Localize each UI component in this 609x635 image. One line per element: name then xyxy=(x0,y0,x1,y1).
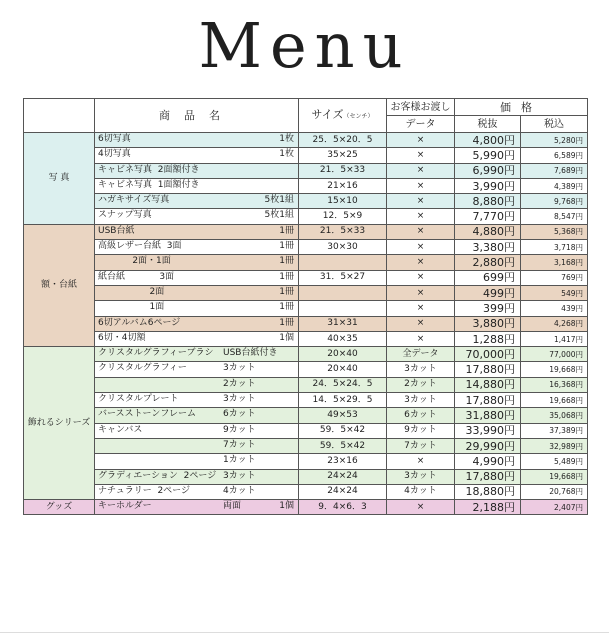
price-excl-cell: 3,990円 xyxy=(455,178,521,193)
size-cell: 12．5×9 xyxy=(299,209,387,224)
table-row xyxy=(24,423,588,438)
product-variant: 3カット xyxy=(223,394,256,405)
table-row xyxy=(24,393,588,408)
product-quantity: 1枚 xyxy=(279,134,294,144)
table-row xyxy=(24,285,588,300)
product-name: 6切写真 xyxy=(98,134,131,144)
table-row xyxy=(24,377,588,392)
menu-table-wrapper xyxy=(23,98,587,515)
price-incl-cell: 19,668円 xyxy=(521,469,588,484)
size-cell: 24．5×24．5 xyxy=(299,377,387,392)
price-incl-cell: 32,989円 xyxy=(521,438,588,453)
handover-data-cell: × xyxy=(387,331,455,346)
header-size-label: サイズ xyxy=(311,108,344,121)
size-cell: 31×31 xyxy=(299,316,387,331)
product-name: キャビネ写真 1面額付き xyxy=(98,179,200,190)
handover-data-cell: × xyxy=(387,163,455,178)
product-name-cell xyxy=(95,133,299,148)
product-name: 紙台紙 3面 xyxy=(98,271,175,282)
table-row xyxy=(24,438,588,453)
price-excl-cell: 6,990円 xyxy=(455,163,521,178)
product-name-cell xyxy=(95,163,299,178)
product-name: USB台紙 xyxy=(98,225,135,236)
table-row xyxy=(24,316,588,331)
size-cell xyxy=(299,255,387,270)
product-name-cell xyxy=(95,240,299,255)
table-row xyxy=(24,301,588,316)
handover-data-cell: 全データ xyxy=(387,347,455,362)
handover-data-cell: × xyxy=(387,454,455,469)
product-name-cell xyxy=(95,500,299,515)
price-incl-cell: 8,547円 xyxy=(521,209,588,224)
price-incl-cell: 439円 xyxy=(521,301,588,316)
page-bottom-divider xyxy=(0,632,609,633)
product-quantity: 1個 xyxy=(279,332,294,343)
header-row-1 xyxy=(24,99,588,116)
table-row xyxy=(24,148,588,163)
table-row xyxy=(24,224,588,239)
table-row xyxy=(24,178,588,193)
size-cell: 21．5×33 xyxy=(299,163,387,178)
product-name: スナップ写真 xyxy=(98,210,152,221)
table-row xyxy=(24,362,588,377)
product-name: ハガキサイズ写真 xyxy=(98,195,170,206)
product-quantity: 1冊 xyxy=(279,241,294,252)
price-excl-cell: 399円 xyxy=(455,301,521,316)
product-name: キャンバス xyxy=(98,424,143,435)
product-name-cell xyxy=(95,301,299,316)
product-name: 2面・1面 xyxy=(98,256,171,267)
price-incl-cell: 3,718円 xyxy=(521,240,588,255)
table-row xyxy=(24,194,588,209)
handover-data-cell: × xyxy=(387,133,455,148)
handover-data-cell: × xyxy=(387,209,455,224)
product-name-cell xyxy=(95,194,299,209)
handover-data-cell: × xyxy=(387,178,455,193)
price-incl-cell: 769円 xyxy=(521,270,588,285)
handover-data-cell: 3カット xyxy=(387,393,455,408)
price-excl-cell: 2,880円 xyxy=(455,255,521,270)
handover-data-cell: × xyxy=(387,255,455,270)
header-tax-excluded: 税抜 xyxy=(455,116,521,133)
handover-data-cell: × xyxy=(387,500,455,515)
handover-data-cell: × xyxy=(387,194,455,209)
price-excl-cell: 3,880円 xyxy=(455,316,521,331)
size-cell: 15×10 xyxy=(299,194,387,209)
product-name-cell xyxy=(95,347,299,362)
product-variant: 6カット xyxy=(223,409,256,420)
product-quantity: 1冊 xyxy=(279,286,294,297)
price-incl-cell: 2,407円 xyxy=(521,500,588,515)
price-excl-cell: 29,990円 xyxy=(455,438,521,453)
size-cell: 35×25 xyxy=(299,148,387,163)
handover-data-cell: × xyxy=(387,224,455,239)
price-incl-cell: 4,389円 xyxy=(521,178,588,193)
price-excl-cell: 17,880円 xyxy=(455,362,521,377)
product-quantity: 1冊 xyxy=(279,225,294,236)
product-variant: 7カット xyxy=(223,439,256,450)
product-variant: 3カット xyxy=(223,363,256,374)
product-variant: 1カット xyxy=(223,455,256,466)
size-cell: 20×40 xyxy=(299,362,387,377)
handover-data-cell: 2カット xyxy=(387,377,455,392)
price-incl-cell: 37,389円 xyxy=(521,423,588,438)
price-excl-cell: 33,990円 xyxy=(455,423,521,438)
table-row xyxy=(24,133,588,148)
price-excl-cell: 499円 xyxy=(455,285,521,300)
header-price: 価格 xyxy=(455,99,588,116)
size-cell: 59．5×42 xyxy=(299,438,387,453)
table-row xyxy=(24,270,588,285)
product-name: 6切アルバム6ページ xyxy=(98,317,181,328)
header-category-cell xyxy=(24,99,95,133)
size-cell: 24×24 xyxy=(299,484,387,499)
product-name-cell xyxy=(95,331,299,346)
table-row xyxy=(24,209,588,224)
product-variant: 3カット xyxy=(223,470,256,481)
product-name-cell xyxy=(95,454,299,469)
price-incl-cell: 7,689円 xyxy=(521,163,588,178)
product-name-cell xyxy=(95,408,299,423)
category-cell: 写 真 xyxy=(24,133,95,225)
price-incl-cell: 16,368円 xyxy=(521,377,588,392)
table-row xyxy=(24,331,588,346)
product-name-cell xyxy=(95,148,299,163)
header-size-unit: （センチ） xyxy=(343,113,374,120)
price-incl-cell: 35,068円 xyxy=(521,408,588,423)
category-cell: 額・台紙 xyxy=(24,224,95,346)
size-cell: 23×16 xyxy=(299,454,387,469)
header-handover-line2: データ xyxy=(387,116,455,133)
product-name-cell xyxy=(95,362,299,377)
product-name-cell xyxy=(95,255,299,270)
price-excl-cell: 14,880円 xyxy=(455,377,521,392)
price-incl-cell: 5,280円 xyxy=(521,133,588,148)
price-excl-cell: 4,800円 xyxy=(455,133,521,148)
size-cell: 20×40 xyxy=(299,347,387,362)
handover-data-cell: 4カット xyxy=(387,484,455,499)
table-row xyxy=(24,240,588,255)
product-quantity: 1冊 xyxy=(279,302,294,313)
header-tax-included: 税込 xyxy=(521,116,588,133)
product-variant: 4カット xyxy=(223,485,256,496)
handover-data-cell: × xyxy=(387,148,455,163)
product-name: 4切写真 xyxy=(98,149,131,160)
price-incl-cell: 5,489円 xyxy=(521,454,588,469)
product-name-cell xyxy=(95,377,299,392)
product-name: 2面 xyxy=(98,286,165,297)
header-handover-line1: お客様お渡し xyxy=(387,99,455,116)
product-variant: USB台紙付き xyxy=(223,348,278,359)
price-excl-cell: 70,000円 xyxy=(455,347,521,362)
product-name-cell xyxy=(95,469,299,484)
product-quantity: 1冊 xyxy=(279,317,294,328)
price-excl-cell: 4,880円 xyxy=(455,224,521,239)
product-name-cell xyxy=(95,484,299,499)
price-excl-cell: 17,880円 xyxy=(455,469,521,484)
price-incl-cell: 5,368円 xyxy=(521,224,588,239)
size-cell: 59．5×42 xyxy=(299,423,387,438)
price-excl-cell: 4,990円 xyxy=(455,454,521,469)
handover-data-cell: 3カット xyxy=(387,362,455,377)
price-excl-cell: 3,380円 xyxy=(455,240,521,255)
size-cell: 21×16 xyxy=(299,178,387,193)
handover-data-cell: 6カット xyxy=(387,408,455,423)
handover-data-cell: × xyxy=(387,316,455,331)
size-cell xyxy=(299,285,387,300)
price-excl-cell: 31,880円 xyxy=(455,408,521,423)
product-variant: 2カット xyxy=(223,378,256,389)
handover-data-cell: 7カット xyxy=(387,438,455,453)
price-excl-cell: 699円 xyxy=(455,270,521,285)
size-cell: 25．5×20．5 xyxy=(299,133,387,148)
product-name: 6切・4切額 xyxy=(98,332,146,343)
product-name: クリスタルグラフィーブラシ xyxy=(98,348,214,359)
product-name: バースストーンフレーム xyxy=(98,409,197,420)
table-row xyxy=(24,163,588,178)
product-name: クリスタルグラフィー xyxy=(98,363,187,374)
price-incl-cell: 3,168円 xyxy=(521,255,588,270)
product-name: グラディエーション 2ページ xyxy=(98,470,217,481)
product-name: 1面 xyxy=(98,302,165,313)
product-quantity: 1冊 xyxy=(279,271,294,282)
size-cell: 9．4×6．3 xyxy=(299,500,387,515)
category-cell: グッズ xyxy=(24,500,95,515)
product-name: キャビネ写真 2面額付き xyxy=(98,164,200,175)
product-name-cell xyxy=(95,178,299,193)
price-excl-cell: 1,288円 xyxy=(455,331,521,346)
size-cell: 40×35 xyxy=(299,331,387,346)
table-row xyxy=(24,484,588,499)
product-name-cell xyxy=(95,209,299,224)
product-name: キーホルダー xyxy=(98,501,152,512)
product-name-cell xyxy=(95,393,299,408)
size-cell: 24×24 xyxy=(299,469,387,484)
category-cell: 飾れるシリーズ xyxy=(24,347,95,500)
menu-title: Menu xyxy=(198,9,411,82)
price-incl-cell: 549円 xyxy=(521,285,588,300)
price-excl-cell: 18,880円 xyxy=(455,484,521,499)
product-name: 高級レザー台紙 3面 xyxy=(98,241,182,252)
product-name: クリスタルプレート xyxy=(98,394,179,405)
product-quantity: 5枚1組 xyxy=(264,195,294,206)
price-incl-cell: 77,000円 xyxy=(521,347,588,362)
price-excl-cell: 5,990円 xyxy=(455,148,521,163)
product-name-cell xyxy=(95,316,299,331)
product-name-cell xyxy=(95,285,299,300)
table-row xyxy=(24,454,588,469)
size-cell xyxy=(299,301,387,316)
product-quantity: 1個 xyxy=(279,501,294,512)
table-row xyxy=(24,408,588,423)
price-incl-cell: 19,668円 xyxy=(521,362,588,377)
table-row xyxy=(24,500,588,515)
price-incl-cell: 6,589円 xyxy=(521,148,588,163)
table-row xyxy=(24,255,588,270)
table-row xyxy=(24,347,588,362)
product-quantity: 1冊 xyxy=(279,256,294,267)
price-excl-cell: 7,770円 xyxy=(455,209,521,224)
size-cell: 14．5×29．5 xyxy=(299,393,387,408)
handover-data-cell: × xyxy=(387,240,455,255)
price-excl-cell: 2,188円 xyxy=(455,500,521,515)
price-incl-cell: 1,417円 xyxy=(521,331,588,346)
product-quantity: 5枚1組 xyxy=(264,210,294,221)
price-excl-cell: 8,880円 xyxy=(455,194,521,209)
price-incl-cell: 9,768円 xyxy=(521,194,588,209)
price-incl-cell: 20,768円 xyxy=(521,484,588,499)
handover-data-cell: × xyxy=(387,270,455,285)
size-cell: 21．5×33 xyxy=(299,224,387,239)
header-product-name: 商品名 xyxy=(95,99,299,133)
size-cell: 30×30 xyxy=(299,240,387,255)
handover-data-cell: 3カット xyxy=(387,469,455,484)
header-size xyxy=(299,99,387,133)
product-quantity: 1枚 xyxy=(279,149,294,160)
product-name: ナチュラリー 2ページ xyxy=(98,485,190,496)
price-excl-cell: 17,880円 xyxy=(455,393,521,408)
product-name-cell xyxy=(95,270,299,285)
handover-data-cell: × xyxy=(387,285,455,300)
price-incl-cell: 19,668円 xyxy=(521,393,588,408)
product-name-cell xyxy=(95,423,299,438)
product-name-cell xyxy=(95,224,299,239)
handover-data-cell: × xyxy=(387,301,455,316)
price-incl-cell: 4,268円 xyxy=(521,316,588,331)
size-cell: 49×53 xyxy=(299,408,387,423)
menu-table xyxy=(23,98,588,515)
product-name-cell xyxy=(95,438,299,453)
size-cell: 31．5×27 xyxy=(299,270,387,285)
product-variant: 両面 xyxy=(223,501,242,512)
handover-data-cell: 9カット xyxy=(387,423,455,438)
table-row xyxy=(24,469,588,484)
product-variant: 9カット xyxy=(223,424,256,435)
